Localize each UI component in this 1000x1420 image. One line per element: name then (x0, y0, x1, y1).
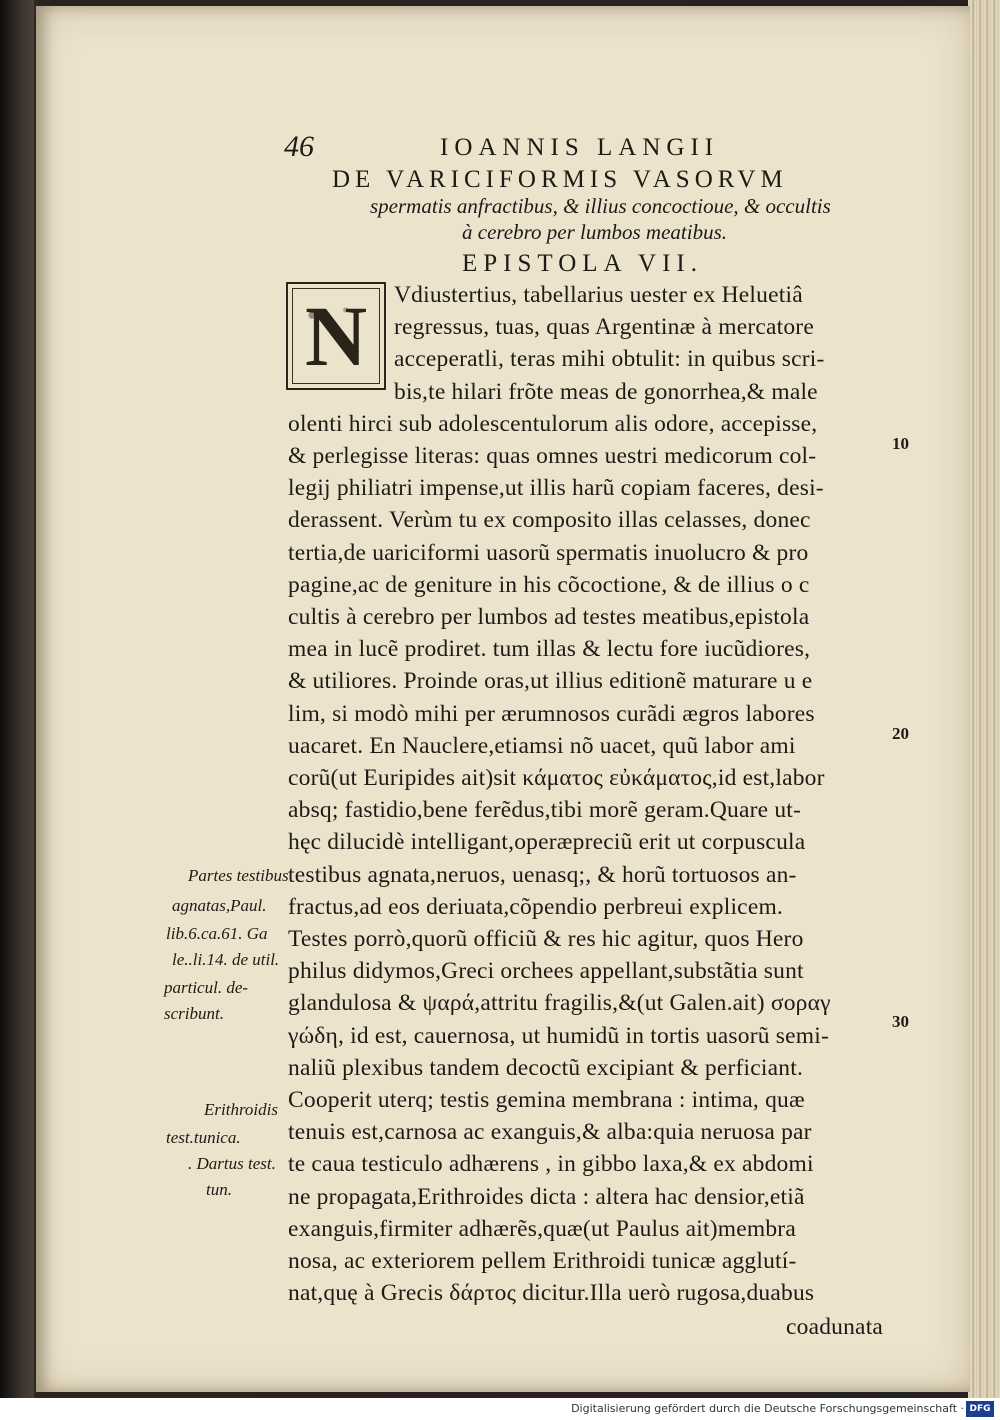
title-line: à cerebro per lumbos meatibus. (462, 220, 727, 244)
text-line: fractus,ad eos deriuata,cõpendio perbreui explicem. (288, 893, 784, 920)
margin-note-line: lib.6.ca.61. Ga (166, 924, 268, 943)
text-line: bis,te hilari frõte meas de gonorrhea,& male (394, 378, 818, 405)
text-line: cultis à cerebro per lumbos ad testes meatibus,epistola (288, 604, 810, 630)
margin-note-line: particul. de- (164, 978, 249, 997)
dfg-logo: DFG (966, 1401, 994, 1417)
text-line: Cooperit uterq; testis gemina membrana : intima, quæ (288, 1087, 805, 1113)
page-stack-edge (968, 0, 1000, 1398)
footer-credit: Digitalisierung gefördert durch die Deutsche Forschungsgemeinschaft · (571, 1402, 964, 1415)
text-line: acceperatli, teras mihi obtulit: in quibus scri- (394, 346, 825, 373)
margin-note-line: test.tunica. (166, 1128, 241, 1147)
line-number: 30 (892, 1012, 909, 1031)
margin-note-line: scribunt. (164, 1004, 224, 1023)
text-line: philus didymos,Greci orchees appellant,substãtia sunt (288, 958, 804, 985)
text-line: ne propagata,Erithroides dicta : altera hac densior,etiã (288, 1183, 805, 1210)
line-number: 10 (892, 434, 909, 453)
text-line: mea in lucẽ prodiret. tum illas & lectu fore iucũdiores, (288, 636, 811, 663)
title-line: DE VARICIFORMIS VASORVM (332, 166, 788, 193)
book-gutter-edge (0, 0, 34, 1398)
text-line: tertia,de uariciformi uasorũ spermatis inuolucro & pro (288, 539, 809, 566)
margin-note-line: agnatas,Paul. (172, 896, 267, 915)
text-line: Testes porrò,quorũ officiũ & res hic agitur, quos Hero (288, 926, 804, 952)
catchword: coadunata (786, 1314, 884, 1341)
text-line: derassent. Verùm tu ex composito illas celasses, donec (288, 507, 811, 534)
text-line: testibus agnata,neruos, uenasq;, & horũ tortuosos an- (288, 861, 797, 888)
margin-note-line: Erithroidis (204, 1100, 278, 1119)
text-line: lim, si modò mihi per ærumnosos curãdi ægros labores (288, 700, 815, 727)
decorated-initial (286, 282, 386, 390)
text-line: pagine,ac de geniture in his cõcoctione, & de illius o c (288, 571, 810, 598)
text-line: tenuis est,carnosa ac exanguis,& alba:quia neruosa par (288, 1119, 812, 1146)
text-line: γώδη, id est, cauernosa, ut humidũ in tortis uasorũ semi- (288, 1022, 829, 1049)
text-line: legij philiatri impense,ut illis harũ copiam faceres, desi- (288, 475, 824, 502)
text-line: te caua testiculo adhærens , in gibbo laxa,& ex abdomi (288, 1151, 814, 1178)
text-line: naliũ plexibus tandem decoctũ excipiant & perficiant. (288, 1054, 804, 1081)
line-number: 20 (892, 724, 909, 743)
running-head: IOANNIS LANGII (440, 134, 720, 161)
text-line: corũ(ut Euripides ait)sit κάματος εὐκάματος,id est,labor (288, 765, 825, 791)
text-line: nosa, ac exteriorem pellem Erithroidi tunicæ agglutí- (288, 1248, 797, 1274)
margin-note-line: Partes testibus (188, 866, 289, 885)
text-line: glandulosa & ψαρά,attritu fragilis,&(ut Galen.ait) σοραγ (288, 990, 831, 1017)
text-line: & perlegisse literas: quas omnes uestri medicorum col- (288, 443, 817, 469)
book-page (36, 6, 970, 1392)
title-line: spermatis anfractibus, & illius concoctioue, & occultis (370, 194, 831, 218)
margin-note-line: tun. (206, 1180, 232, 1199)
initial-letter: N (304, 288, 368, 384)
text-line: absq; fastidio,bene ferẽdus,tibi morẽ geram.Quare ut- (288, 797, 802, 824)
text-line: hęc dilucidè intelligant,operæpreciũ erit ut corpuscula (288, 829, 806, 856)
text-line: uacaret. En Nauclere,etiamsi nõ uacet, quũ labor ami (288, 732, 796, 759)
text-line: & utiliores. Proinde oras,ut illius editionẽ maturare u e (288, 668, 813, 695)
text-line: exanguis,firmiter adhærẽs,quæ(ut Paulus ait)membra (288, 1215, 796, 1242)
text-line: Vdiustertius, tabellarius uester ex Heluetiâ (394, 282, 803, 308)
margin-note-line: . Dartus test. (188, 1154, 276, 1173)
text-line: nat,quę à Grecis δάρτος dicitur.Illa uerò rugosa,duabus (288, 1280, 815, 1307)
text-line: regressus, tuas, quas Argentinæ à mercatore (394, 314, 814, 341)
page-number: 46 (284, 130, 314, 163)
margin-note-line: le..li.14. de util. (172, 950, 280, 969)
text-line: olenti hirci sub adolescentulorum alis odore, accepisse, (288, 410, 818, 437)
section-heading: EPISTOLA VII. (462, 250, 703, 277)
